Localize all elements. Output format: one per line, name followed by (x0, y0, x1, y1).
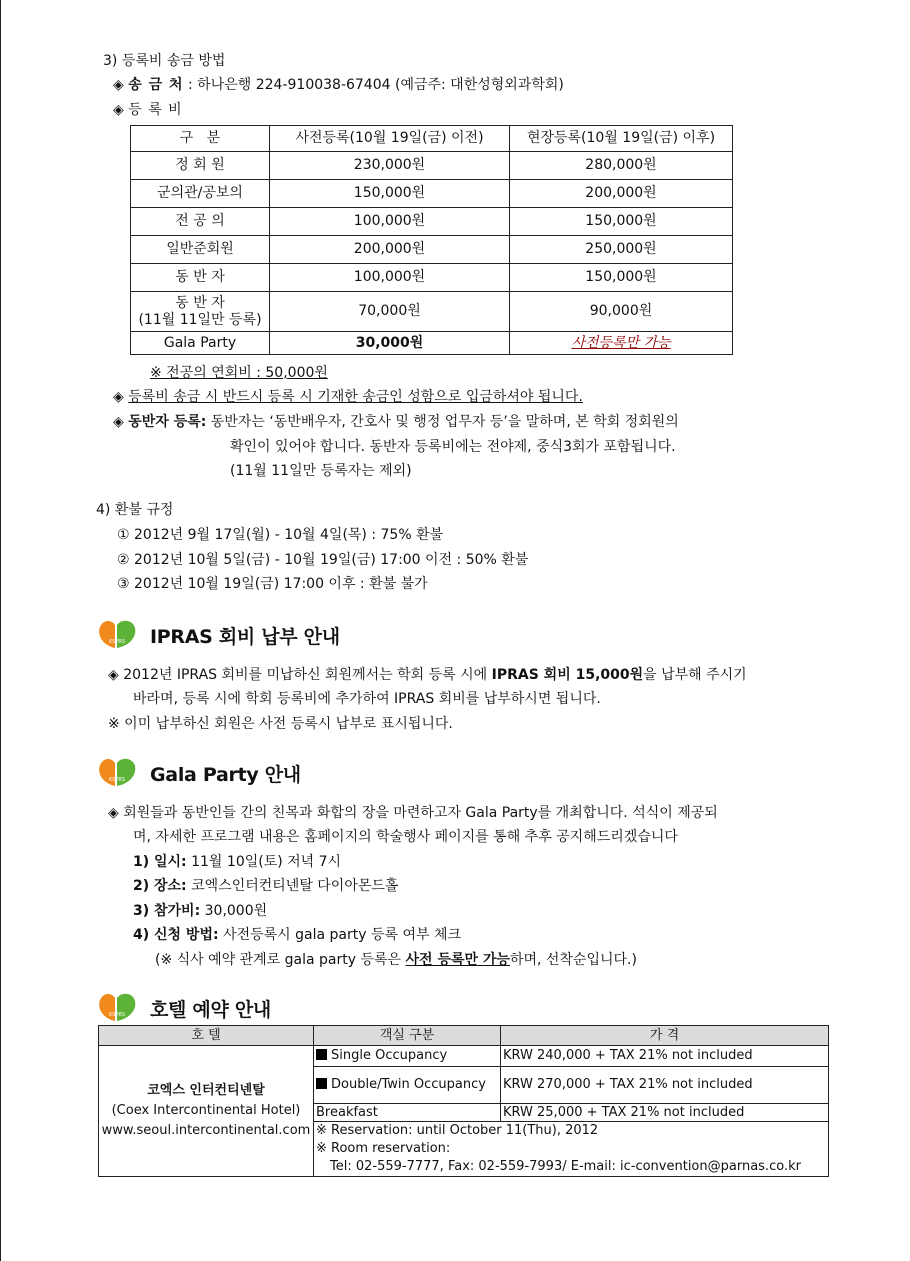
gala-date-value: 11월 10일(토) 저녁 7시 (186, 854, 342, 870)
svg-text:KSPRS: KSPRS (108, 1012, 126, 1018)
diamond-bullet-icon: ◈ (113, 77, 124, 93)
fee-onsite: 250,000원 (510, 236, 733, 264)
page-left-border (0, 0, 1, 1261)
gala-place (133, 877, 398, 895)
gala-line1 (108, 804, 718, 822)
hotel-name-ko: 코엑스 인터컨티넨탈 (147, 1083, 265, 1098)
diamond-bullet-icon: ◈ (113, 102, 124, 118)
fee-pre: 100,000원 (270, 264, 510, 292)
fee-header-category: 구 분 (131, 126, 270, 152)
fee-onsite: 280,000원 (510, 152, 733, 180)
section3-heading: 3) 등록비 송금 방법 (103, 53, 226, 69)
fee-pre: 150,000원 (270, 180, 510, 208)
gala-apply-label: 4) 신청 방법: (133, 927, 219, 943)
gala-line1-text: 회원들과 동반인들 간의 친목과 화합의 장을 마련하고자 Gala Party를 개최합니다. 석식이 제공되 (123, 805, 718, 821)
ipras-line1 (108, 666, 747, 684)
fee-category: 일반준회원 (131, 236, 270, 264)
fee-category: 전 공 의 (131, 208, 270, 236)
gala-date (133, 853, 341, 871)
table-row (131, 236, 733, 264)
fee-category: 동 반 자 (131, 264, 270, 292)
square-bullet-icon (316, 1078, 327, 1089)
svg-text:KSPRS: KSPRS (108, 639, 126, 645)
hotel-website: www.seoul.intercontinental.com (101, 1123, 311, 1138)
gala-place-value: 코엑스인터컨티넨탈 다이아몬드홀 (186, 878, 399, 894)
square-bullet-icon (316, 1049, 327, 1060)
reservation-info (314, 1122, 829, 1177)
transfer-line (113, 76, 564, 94)
fee-line (113, 101, 183, 119)
hotel-name-en: (Coex Intercontinental Hotel) (111, 1103, 301, 1118)
room-type (314, 1067, 501, 1104)
fee-onsite: 90,000원 (510, 292, 733, 332)
companion-line3: (11월 11일만 등록자는 제외) (230, 463, 412, 479)
diamond-bullet-icon: ◈ (108, 667, 119, 683)
room-type (314, 1046, 501, 1067)
fee-onsite: 150,000원 (510, 208, 733, 236)
hotel-header-hotel: 호 텔 (99, 1026, 314, 1046)
society-logo-icon (96, 990, 138, 1024)
gala-section-title: Gala Party 안내 (150, 764, 301, 786)
fee-onsite: 150,000원 (510, 264, 733, 292)
companion-line2: 확인이 있어야 합니다. 동반자 등록비에는 전야제, 중식3회가 포함됩니다. (230, 439, 676, 455)
hotel-header-price: 가 격 (501, 1026, 829, 1046)
fee-pre: 230,000원 (270, 152, 510, 180)
gala-apply-value: 사전등록시 gala party 등록 여부 체크 (218, 927, 461, 943)
fee-pre: 70,000원 (270, 292, 510, 332)
gala-fee-value: 30,000원 (200, 903, 268, 919)
gala-apply (133, 926, 461, 944)
transfer-notice-text: 등록비 송금 시 반드시 등록 시 기재한 송금인 성함으로 입금하셔야 됩니다. (128, 389, 583, 405)
table-row (131, 292, 733, 332)
fee-category-main: 동 반 자 (175, 294, 225, 311)
companion-notice (113, 413, 679, 431)
fee-onsite: 사전등록만 가능 (510, 332, 733, 355)
refund-item: ① 2012년 9월 17일(월) - 10월 4일(목) : 75% 환불 (117, 527, 444, 543)
room-type: Breakfast (314, 1104, 501, 1122)
fee-category-sub: (11월 11일만 등록) (138, 311, 262, 328)
fee-category: 정 회 원 (131, 152, 270, 180)
hotel-table (98, 1025, 829, 1177)
room-price: KRW 240,000 + TAX 21% not included (501, 1046, 829, 1067)
fee-header-onsite: 현장등록(10월 19일(금) 이후) (510, 126, 733, 152)
hotel-name-cell (99, 1046, 314, 1177)
fee-pre: 100,000원 (270, 208, 510, 236)
hotel-header-room: 객실 구분 (314, 1026, 501, 1046)
fee-category (131, 292, 270, 332)
fee-table-header-row (131, 126, 733, 152)
fee-category: Gala Party (131, 332, 270, 355)
fee-onsite: 200,000원 (510, 180, 733, 208)
society-logo-icon (96, 617, 138, 651)
ipras-line2: 바라며, 등록 시에 학회 등록비에 추가하여 IPRAS 회비를 납부하시면 됩니다. (133, 691, 601, 707)
table-row (131, 332, 733, 355)
table-row (99, 1046, 829, 1067)
svg-text:KSPRS: KSPRS (108, 777, 126, 783)
room-type-label: Single Occupancy (331, 1048, 448, 1063)
ipras-line1-pre: 2012년 IPRAS 회비를 미납하신 회원께서는 학회 등록 시에 (123, 667, 492, 683)
table-row (131, 208, 733, 236)
transfer-notice (113, 388, 583, 406)
gala-date-label: 1) 일시: (133, 854, 187, 870)
diamond-bullet-icon: ◈ (113, 389, 124, 405)
room-reservation-label: ※ Room reservation: (316, 1141, 451, 1156)
refund-item: ③ 2012년 10월 19일(금) 17:00 이후 : 환불 불가 (117, 576, 428, 592)
table-row (131, 180, 733, 208)
gala-apply-note-bold: 사전 등록만 가능 (405, 952, 510, 968)
diamond-bullet-icon: ◈ (113, 414, 124, 430)
ipras-line1-post: 을 납부해 주시기 (643, 667, 747, 683)
room-price: KRW 25,000 + TAX 21% not included (501, 1104, 829, 1122)
gala-apply-note-pre: (※ 식사 예약 관계로 gala party 등록은 (155, 952, 406, 968)
diamond-bullet-icon: ◈ (108, 805, 119, 821)
reservation-until: ※ Reservation: until October 11(Thu), 2012 (316, 1123, 599, 1138)
hotel-table-header-row (99, 1026, 829, 1046)
room-price: KRW 270,000 + TAX 21% not included (501, 1067, 829, 1104)
resident-fee-note: ※ 전공의 연회비 : 50,000원 (150, 365, 328, 381)
gala-fee-label: 3) 참가비: (133, 903, 201, 919)
room-type-label: Double/Twin Occupancy (331, 1077, 486, 1092)
transfer-label: 송 금 처 (128, 77, 184, 93)
companion-line1: 동반자는 ‘동반배우자, 간호사 및 행정 업무자 등’을 말하며, 본 학회 정회원의 (210, 414, 679, 430)
fee-pre: 200,000원 (270, 236, 510, 264)
companion-label: 동반자 등록: (128, 414, 207, 430)
ipras-section-title: IPRAS 회비 납부 안내 (150, 626, 340, 648)
society-logo-icon (96, 755, 138, 789)
reservation-contact: Tel: 02-559-7777, Fax: 02-559-7993/ E-mail: ic-convention@parnas.co.kr (330, 1159, 801, 1174)
gala-apply-note (155, 951, 637, 969)
gala-apply-note-post: 하며, 선착순입니다.) (509, 952, 637, 968)
gala-line2: 며, 자세한 프로그램 내용은 홈페이지의 학술행사 페이지를 통해 추후 공지해드리겠습니다 (133, 829, 678, 845)
section4-heading: 4) 환불 규정 (96, 502, 174, 518)
gala-fee (133, 902, 267, 920)
gala-place-label: 2) 장소: (133, 878, 187, 894)
fee-header-pre: 사전등록(10월 19일(금) 이전) (270, 126, 510, 152)
fee-pre: 30,000원 (270, 332, 510, 355)
fee-table (130, 125, 733, 355)
transfer-value: : 하나은행 224-910038-67404 (예금주: 대한성형외과학회) (188, 77, 564, 93)
fee-label: 등 록 비 (128, 102, 183, 118)
fee-category: 군의관/공보의 (131, 180, 270, 208)
table-row (131, 152, 733, 180)
ipras-note: ※ 이미 납부하신 회원은 사전 등록시 납부로 표시됩니다. (108, 716, 453, 732)
ipras-fee-amount: IPRAS 회비 15,000원 (491, 667, 644, 683)
hotel-section-title: 호텔 예약 안내 (150, 999, 271, 1021)
table-row (131, 264, 733, 292)
refund-item: ② 2012년 10월 5일(금) - 10월 19일(금) 17:00 이전 : 50% 환불 (117, 552, 529, 568)
